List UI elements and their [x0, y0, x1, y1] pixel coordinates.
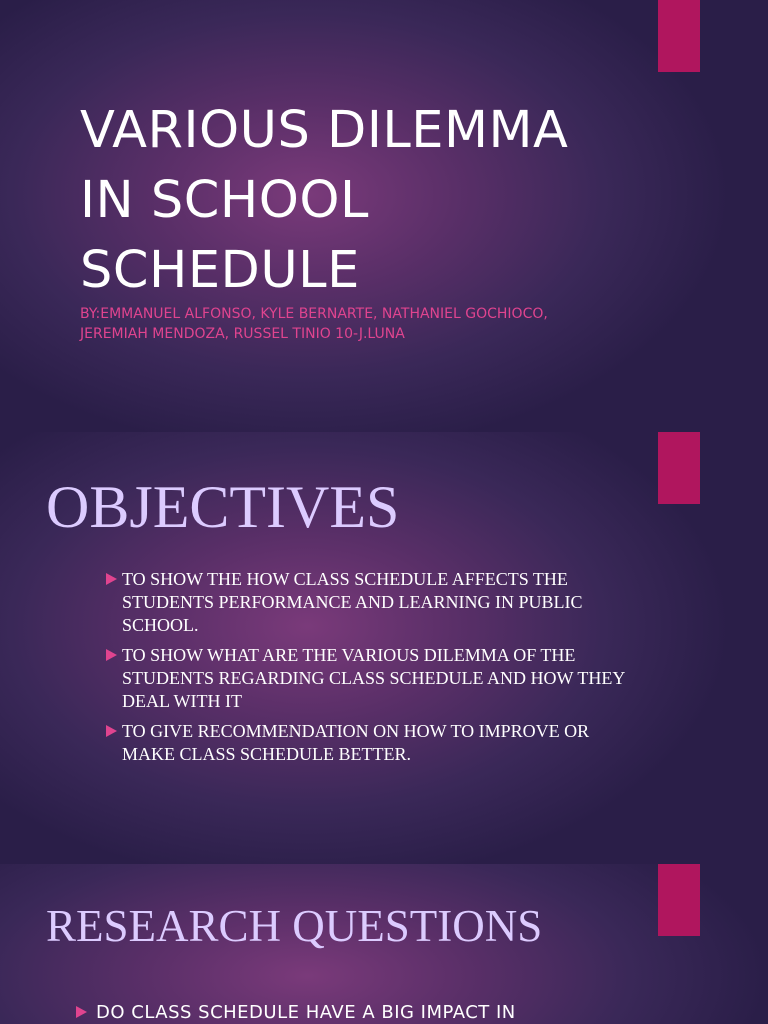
bullet-text: DO CLASS SCHEDULE HAVE A BIG IMPACT IN [96, 1002, 516, 1023]
accent-bar [658, 0, 700, 72]
bullet-item [106, 644, 646, 713]
objectives-slide [0, 432, 768, 864]
title-line: VARIOUS DILEMMA [80, 101, 569, 160]
bullet-item [76, 1002, 696, 1024]
title-slide [0, 0, 768, 432]
triangle-right-icon [106, 649, 117, 661]
authors-line: BY:EMMANUEL ALFONSO, KYLE BERNARTE, NATHANIEL GOCHIOCO, [80, 306, 548, 322]
authors-subtitle [80, 304, 620, 344]
title-line: IN SCHOOL [80, 171, 369, 230]
bullet-text: TO GIVE RECOMMENDATION ON HOW TO IMPROVE OR MAKE CLASS SCHEDULE BETTER. [122, 721, 590, 764]
triangle-right-icon [106, 573, 117, 585]
slide-title [80, 96, 640, 306]
slide-heading: OBJECTIVES [46, 474, 400, 540]
accent-bar [658, 864, 700, 936]
bullet-item [106, 568, 646, 637]
bullet-list [76, 1002, 696, 1024]
bullet-text: TO SHOW WHAT ARE THE VARIOUS DILEMMA OF THE STUDENTS REGARDING CLASS SCHEDULE AND HOW THEY DEAL WITH IT [122, 645, 625, 711]
research-questions-slide [0, 864, 768, 1024]
triangle-right-icon [76, 1006, 87, 1018]
authors-line: JEREMIAH MENDOZA, RUSSEL TINIO 10-J.LUNA [80, 326, 405, 342]
title-line: SCHEDULE [80, 241, 360, 300]
slide-heading: RESEARCH QUESTIONS [46, 901, 543, 951]
triangle-right-icon [106, 725, 117, 737]
bullet-item [106, 720, 646, 766]
bullet-text: TO SHOW THE HOW CLASS SCHEDULE AFFECTS THE STUDENTS PERFORMANCE AND LEARNING IN PUBLIC SCHOOL. [122, 569, 583, 635]
bullet-list [106, 568, 646, 773]
accent-bar [658, 432, 700, 504]
